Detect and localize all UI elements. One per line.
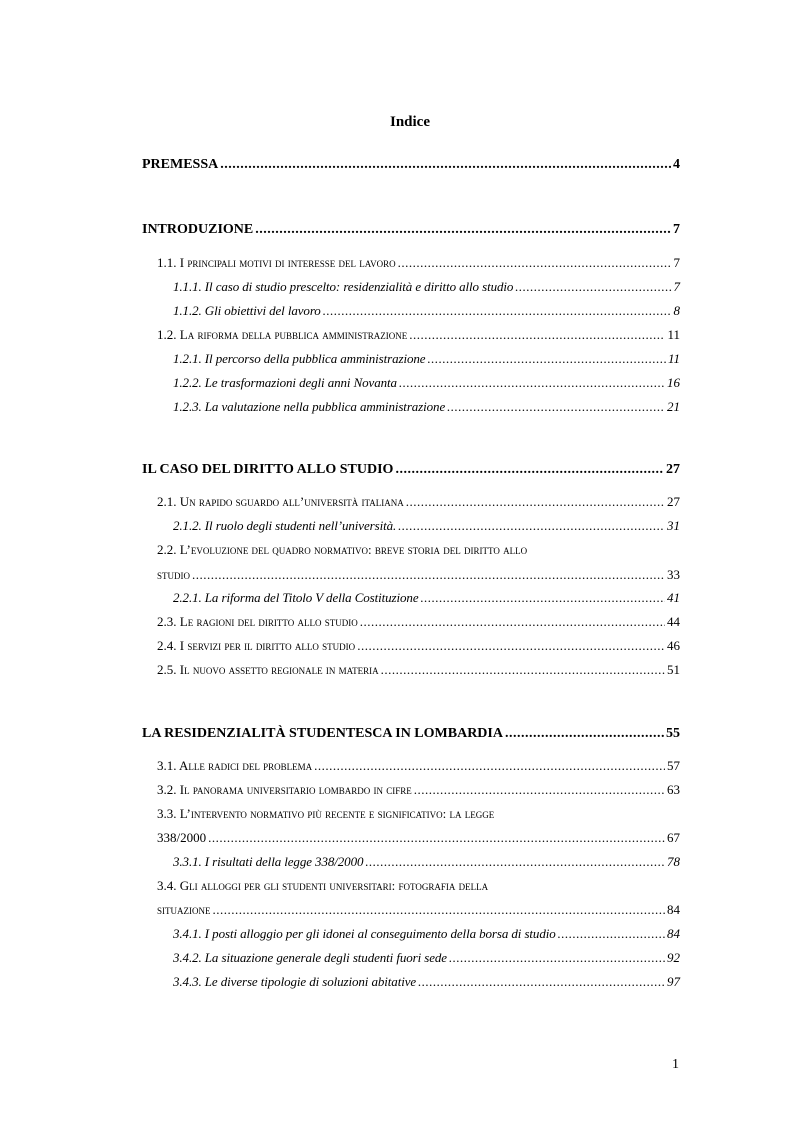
toc-entry-3-3-1[interactable] [173, 852, 680, 872]
toc-page-number: 4 [673, 157, 680, 172]
toc-entry-label: PREMESSA [142, 157, 219, 172]
toc-entry-label: 1.1.2. Gli obiettivi del lavoro [173, 303, 321, 318]
dot-leader [213, 900, 666, 920]
toc-entry-label: situazione [157, 902, 211, 917]
dot-leader [360, 612, 665, 632]
toc-entry-2-2-line1[interactable]: 2.2. L’evoluzione del quadro normativo: breve storia del diritto allo [157, 542, 528, 557]
toc-entry-label: 2.2.1. La riforma del Titolo V della Costituzione [173, 590, 419, 605]
toc-page-number: 41 [667, 590, 680, 605]
dot-leader [192, 565, 665, 585]
toc-page-number: 7 [673, 255, 680, 270]
toc-entry-1-2[interactable] [157, 325, 680, 345]
toc-entry-label: 1.1. I principali motivi di interesse del lavoro [157, 255, 396, 270]
toc-page-number: 27 [666, 462, 680, 477]
toc-page-number: 55 [666, 726, 680, 741]
toc-page-number: 7 [673, 279, 680, 294]
toc-entry-label: 2.1.2. Il ruolo degli studenti nell’università. [173, 518, 397, 533]
dot-leader [398, 253, 672, 273]
toc-page-number: 84 [667, 902, 680, 917]
dot-leader [414, 780, 665, 800]
toc-entry-2-1[interactable] [157, 492, 680, 512]
toc-entry-label: 3.2. Il panorama universitario lombardo in cifre [157, 782, 412, 797]
toc-entry-label: 2.4. I servizi per il diritto allo studio [157, 638, 356, 653]
dot-leader [255, 220, 671, 240]
toc-page-number: 21 [667, 399, 680, 414]
toc-page-number: 63 [667, 782, 680, 797]
toc-page-number: 67 [667, 830, 680, 845]
toc-entry-label: 3.1. Alle radici del problema [157, 758, 313, 773]
toc-entry-premessa[interactable] [142, 155, 680, 175]
page-number: 1 [672, 1057, 679, 1072]
toc-entry-label: 2.1. Un rapido sguardo all’università italiana [157, 494, 404, 509]
toc-entry-3-4[interactable] [157, 900, 680, 920]
toc-entry-3-4-3[interactable] [173, 972, 680, 992]
dot-leader [505, 724, 664, 744]
toc-page-number: 16 [667, 375, 680, 390]
toc-entry-label: 1.2.3. La valutazione nella pubblica amministrazione [173, 399, 446, 414]
dot-leader [314, 756, 665, 776]
dot-leader [399, 373, 665, 393]
toc-entry-label: LA RESIDENZIALITÀ STUDENTESCA IN LOMBARDIA [142, 726, 503, 741]
dot-leader [381, 660, 665, 680]
toc-entry-label: 1.2.1. Il percorso della pubblica amministrazione [173, 351, 426, 366]
toc-entry-1-1-2[interactable] [173, 301, 680, 321]
dot-leader [365, 852, 665, 872]
dot-leader [515, 277, 671, 297]
page-title: Indice [389, 114, 430, 130]
dot-leader [449, 948, 665, 968]
toc-entry-2-5[interactable] [157, 660, 680, 680]
toc-page-number: 33 [667, 567, 680, 582]
dot-leader [409, 325, 665, 345]
dot-leader [398, 516, 665, 536]
toc-entry-2-2-1[interactable] [173, 588, 680, 608]
toc-entry-label: INTRODUZIONE [142, 222, 254, 237]
toc-page-number: 92 [667, 950, 680, 965]
toc-entry-label: IL CASO DEL DIRITTO ALLO STUDIO [142, 462, 394, 477]
toc-entry-3-4-line1[interactable]: 3.4. Gli alloggi per gli studenti universitari: fotografia della [157, 878, 489, 893]
toc-entry-3-4-1[interactable] [173, 924, 680, 944]
toc-entry-3-3[interactable] [157, 828, 680, 848]
dot-leader [427, 349, 666, 369]
dot-leader [208, 828, 665, 848]
toc-page-number: 31 [667, 518, 680, 533]
toc-page-number: 57 [667, 758, 680, 773]
dot-leader [357, 636, 665, 656]
toc-entry-1-2-3[interactable] [173, 397, 680, 417]
dot-leader [395, 460, 664, 480]
toc-entry-2-2[interactable] [157, 565, 680, 585]
dot-leader [447, 397, 665, 417]
toc-page-number: 7 [673, 222, 680, 237]
dot-leader [323, 301, 672, 321]
dot-leader [418, 972, 665, 992]
toc-page-number: 51 [667, 662, 680, 677]
toc-entry-2-4[interactable] [157, 636, 680, 656]
dot-leader [406, 492, 665, 512]
toc-entry-2-1-2[interactable] [173, 516, 680, 536]
toc-entry-residenzialita[interactable] [142, 724, 680, 744]
toc-entry-label: studio [157, 567, 190, 582]
toc-entry-label: 3.4.2. La situazione generale degli studenti fuori sede [173, 950, 447, 965]
toc-entry-introduzione[interactable] [142, 220, 680, 240]
toc-page-number: 78 [667, 854, 680, 869]
toc-page-number: 84 [667, 926, 680, 941]
toc-entry-1-1[interactable] [157, 253, 680, 273]
toc-entry-label: 1.2. La riforma della pubblica amministrazione [157, 327, 408, 342]
toc-entry-2-3[interactable] [157, 612, 680, 632]
toc-page-number: 46 [667, 638, 680, 653]
toc-entry-label: 1.2.2. Le trasformazioni degli anni Novanta [173, 375, 397, 390]
toc-entry-1-1-1[interactable] [173, 277, 680, 297]
toc-entry-label: 1.1.1. Il caso di studio prescelto: residenzialità e diritto allo studio [173, 279, 514, 294]
toc-entry-label: 3.4.1. I posti alloggio per gli idonei al conseguimento della borsa di studio [173, 926, 556, 941]
toc-entry-1-2-2[interactable] [173, 373, 680, 393]
toc-page-number: 27 [667, 494, 680, 509]
toc-entry-label: 338/2000 [157, 830, 207, 845]
toc-entry-3-1[interactable] [157, 756, 680, 776]
toc-page-number: 97 [667, 974, 680, 989]
dot-leader [421, 588, 666, 608]
toc-entry-label: 2.3. Le ragioni del diritto allo studio [157, 614, 358, 629]
dot-leader [220, 155, 671, 175]
toc-entry-1-2-1[interactable] [173, 349, 680, 369]
toc-entry-caso-diritto-studio[interactable] [142, 460, 680, 480]
toc-entry-label: 3.4.3. Le diverse tipologie di soluzioni abitative [173, 974, 417, 989]
toc-page-number: 11 [667, 351, 680, 366]
toc-page-number: 8 [673, 303, 680, 318]
toc-entry-label: 2.5. Il nuovo assetto regionale in materia [157, 662, 379, 677]
toc-entry-3-3-line1[interactable]: 3.3. L’intervento normativo più recente e significativo: la legge [157, 806, 495, 821]
toc-entry-label: 3.3.1. I risultati della legge 338/2000 [173, 854, 364, 869]
dot-leader [558, 924, 665, 944]
toc-entry-3-2[interactable] [157, 780, 680, 800]
toc-page-number: 11 [667, 327, 680, 342]
toc-entry-3-4-2[interactable] [173, 948, 680, 968]
toc-page-number: 44 [667, 614, 680, 629]
